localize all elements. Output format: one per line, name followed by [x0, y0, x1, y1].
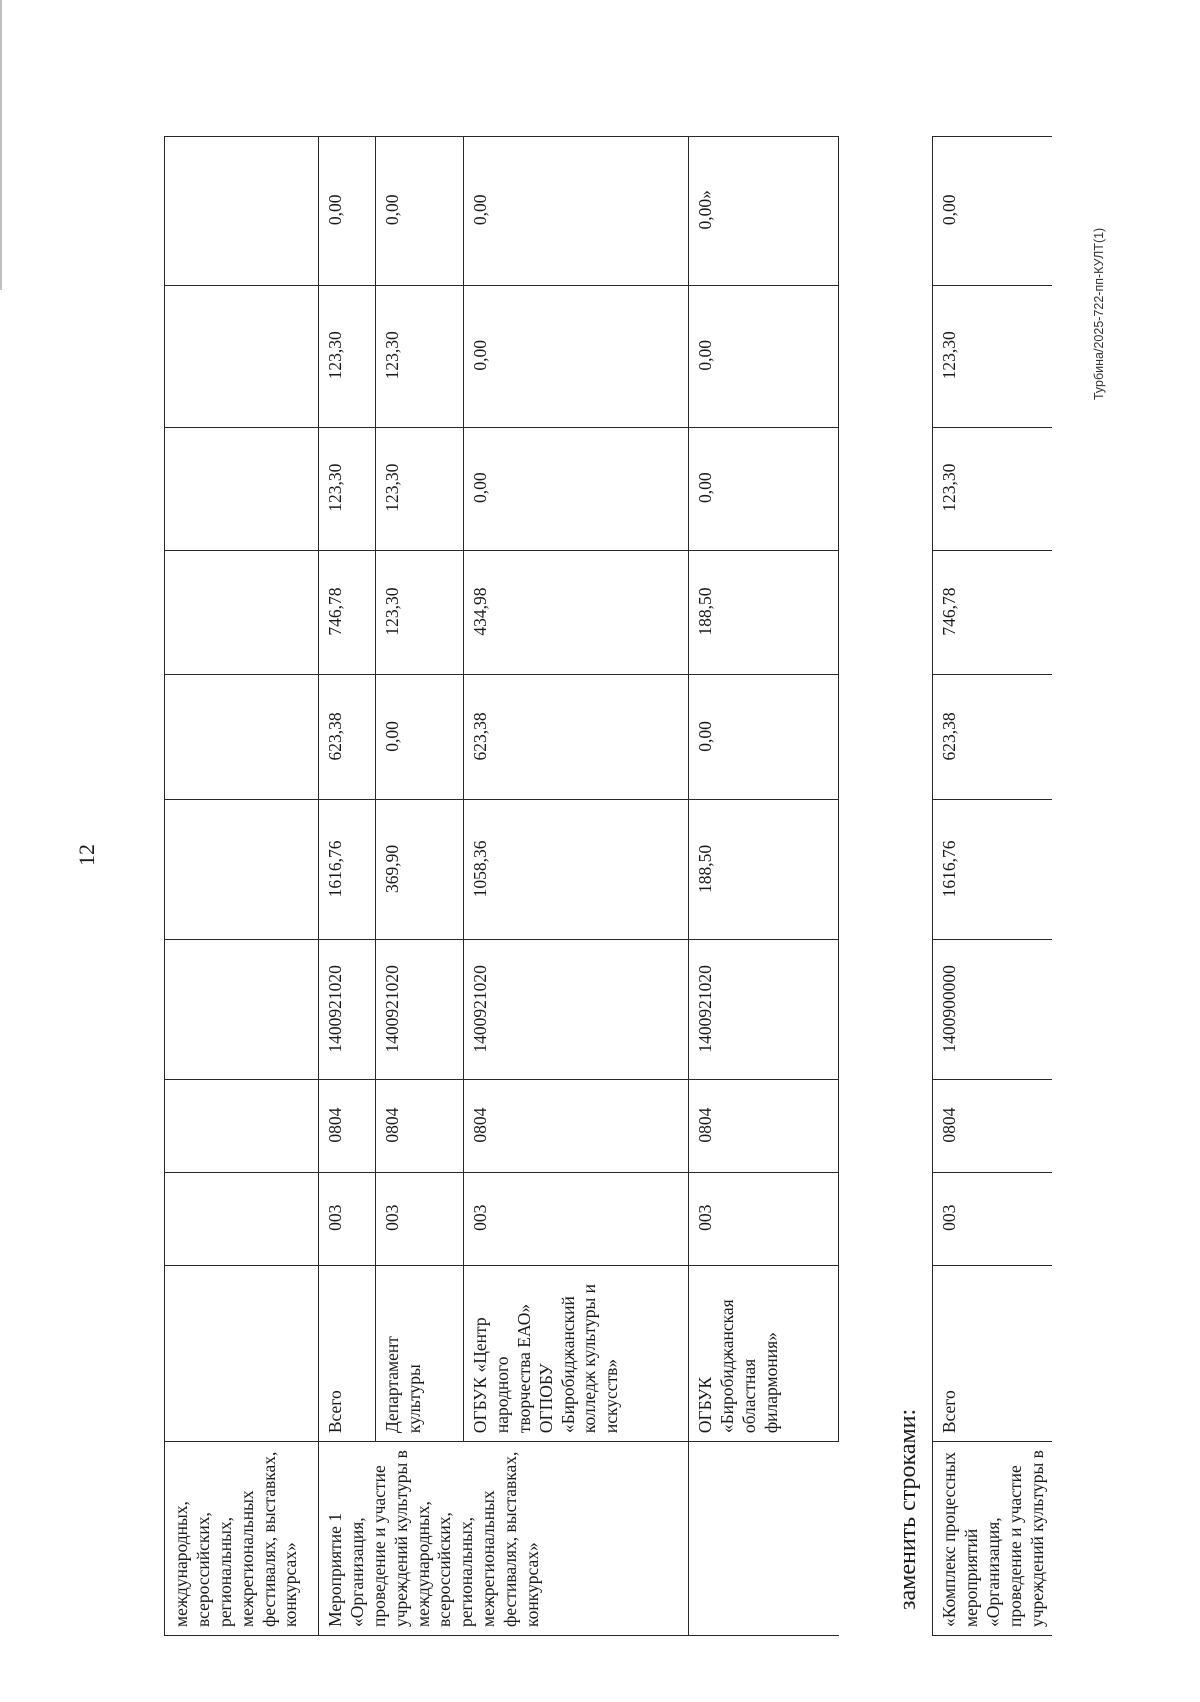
table-row [933, 137, 1053, 1636]
cell-year1: 623,38 [933, 675, 1053, 800]
cell-year3: 123,30 [933, 427, 1053, 550]
cell-year5: 0,00 [464, 137, 689, 286]
cell-csr: 1400921020 [464, 940, 689, 1080]
cell-event-name: международных, всероссийских, региональных, межрегиональных фестивалях, выставках, конкурсах» [165, 1442, 319, 1636]
cell-year5: 0,00 [319, 137, 376, 286]
funding-table [164, 136, 839, 1636]
cell-csr: 1400921020 [689, 940, 839, 1080]
cell-year3: 123,30 [319, 427, 376, 550]
cell-year1: 623,38 [319, 675, 376, 800]
cell-year5: 0,00 [933, 137, 1053, 286]
cell-year3: 0,00 [689, 427, 839, 550]
cell-year1: 0,00 [376, 675, 464, 800]
main-table-wrapper [164, 136, 839, 1636]
table-row [319, 137, 376, 1636]
cell-rzpr: 0804 [689, 1080, 839, 1173]
cell-executor: ОГБУК «Биробиджанская областная филармония» [689, 1265, 839, 1442]
cell-executor [165, 1265, 319, 1442]
table-row [464, 137, 689, 1636]
cell-executor: Всего [319, 1265, 376, 1442]
cell-rzpr [165, 1080, 319, 1173]
cell-year4: 0,00 [464, 285, 689, 427]
cell-total: 1616,76 [319, 800, 376, 940]
cell-total: 188,50 [689, 800, 839, 940]
cell-year4 [165, 285, 319, 427]
cell-year2: 123,30 [376, 550, 464, 675]
cell-csr: 1400921020 [376, 940, 464, 1080]
cell-csr: 1400921020 [319, 940, 376, 1080]
cell-csr [165, 940, 319, 1080]
table-row [165, 137, 319, 1636]
cell-year2: 746,78 [319, 550, 376, 675]
cell-grbs: 003 [933, 1172, 1053, 1265]
cell-year2: 434,98 [464, 550, 689, 675]
cell-rzpr: 0804 [933, 1080, 1053, 1173]
cell-total: 369,90 [376, 800, 464, 940]
cell-year3 [165, 427, 319, 550]
cell-total [165, 800, 319, 940]
cell-event-name [689, 1442, 839, 1636]
footer-document-code: Турбина/2025-722-пп-КУЛТ(1) [1092, 227, 1106, 400]
cell-event-name: Мероприятие 1 «Организация, проведение и участие учреждений культуры в международных, всероссийских, региональных, межрегиональных фестивалях, выставках, конкурсах» [319, 1442, 689, 1636]
cell-total: 1058,36 [464, 800, 689, 940]
cell-csr: 1400900000 [933, 940, 1053, 1080]
cell-year4: 0,00 [689, 285, 839, 427]
replacement-table [932, 136, 1052, 1636]
cell-grbs: 003 [376, 1172, 464, 1265]
cell-year1 [165, 675, 319, 800]
page-number: 12 [74, 844, 99, 866]
cell-rzpr: 0804 [319, 1080, 376, 1173]
cell-executor: Департамент культуры [376, 1265, 464, 1442]
cell-rzpr: 0804 [376, 1080, 464, 1173]
cell-year2: 188,50 [689, 550, 839, 675]
cell-executor: Всего [933, 1265, 1053, 1442]
cell-year3: 0,00 [464, 427, 689, 550]
cell-year5: 0,00 [376, 137, 464, 286]
cell-year4: 123,30 [319, 285, 376, 427]
cell-year4: 123,30 [933, 285, 1053, 427]
cell-year4: 123,30 [376, 285, 464, 427]
cell-year1: 623,38 [464, 675, 689, 800]
table-row [376, 137, 464, 1636]
cell-year2: 746,78 [933, 550, 1053, 675]
cell-year1: 0,00 [689, 675, 839, 800]
cell-grbs: 003 [689, 1172, 839, 1265]
cell-grbs: 003 [464, 1172, 689, 1265]
cell-complex-name: «Комплекс процессных мероприятий «Организация, проведение и участие учреждений культуры в [933, 1442, 1053, 1636]
cell-rzpr: 0804 [464, 1080, 689, 1173]
table-row [689, 137, 839, 1636]
cell-year3: 123,30 [376, 427, 464, 550]
cell-year5 [165, 137, 319, 286]
cell-year5: 0,00» [689, 137, 839, 286]
cell-year2 [165, 550, 319, 675]
cell-grbs: 003 [319, 1172, 376, 1265]
cell-total: 1616,76 [933, 800, 1053, 940]
cell-grbs [165, 1172, 319, 1265]
replace-instruction: заменить строками: [895, 1408, 921, 1610]
replacement-table-wrapper [932, 136, 1052, 1636]
cell-executor: ОГБУК «Центр народного творчества ЕАО» ОГПОБУ «Биробиджанский колледж культуры и искусств» [464, 1265, 689, 1442]
scan-edge [0, 0, 2, 290]
